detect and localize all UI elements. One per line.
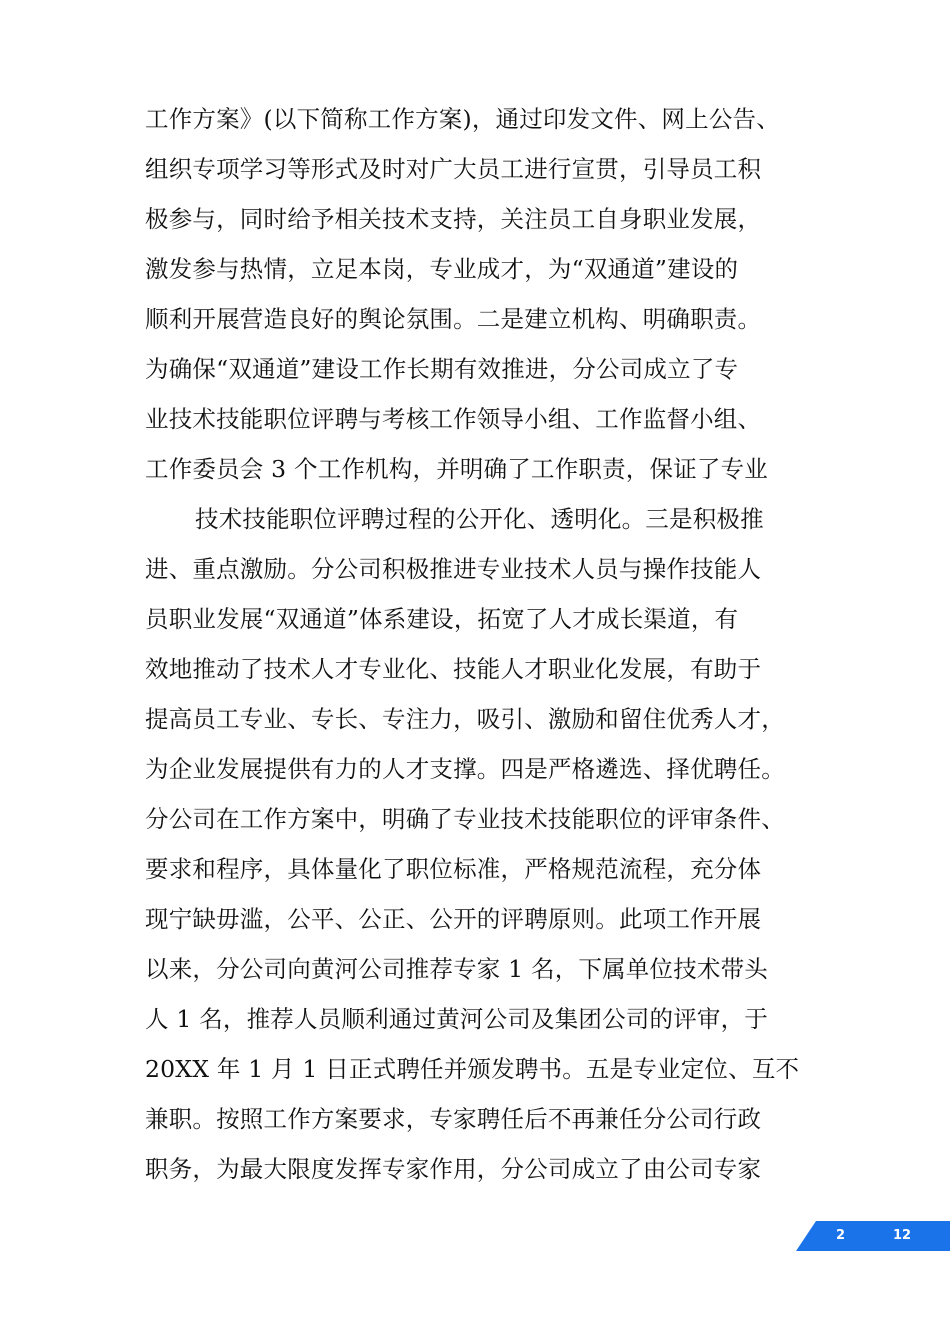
text-line: 工作委员会 3 个工作机构，并明确了工作职责，保证了专业 — [145, 455, 768, 483]
text-line-indented: 技术技能职位评聘过程的公开化、透明化。三是积极推 — [195, 505, 764, 533]
text-line: 提高员工专业、专长、专注力，吸引、激励和留住优秀人才， — [145, 705, 785, 733]
text-line: 工作方案》(以下简称工作方案)，通过印发文件、网上公告、 — [145, 105, 780, 133]
text-line: 进、重点激励。分公司积极推进专业技术人员与操作技能人 — [145, 555, 762, 583]
text-line: 要求和程序，具体量化了职位标准，严格规范流程，充分体 — [145, 855, 762, 883]
text-line: 为企业发展提供有力的人才支撑。四是严格遴选、择优聘任。 — [145, 755, 785, 783]
current-page-number: 2 — [836, 1228, 846, 1243]
text-line: 组织专项学习等形式及时对广大员工进行宣贯，引导员工积 — [145, 155, 762, 183]
text-line: 以来，分公司向黄河公司推荐专家 1 名，下属单位技术带头 — [145, 955, 768, 983]
text-line: 20XX 年 1 月 1 日正式聘任并颁发聘书。五是专业定位、互不 — [145, 1055, 800, 1083]
text-line: 极参与，同时给予相关技术支持，关注员工自身职业发展， — [145, 205, 762, 233]
text-line: 职务，为最大限度发挥专家作用，分公司成立了由公司专家 — [145, 1155, 762, 1183]
page-footer — [0, 1221, 950, 1251]
footer-banner — [0, 1221, 950, 1251]
text-line: 业技术技能职位评聘与考核工作领导小组、工作监督小组、 — [145, 405, 762, 433]
text-line: 激发参与热情，立足本岗，专业成才，为“双通道”建设的 — [145, 255, 739, 283]
text-line: 现宁缺毋滥，公平、公正、公开的评聘原则。此项工作开展 — [145, 905, 762, 933]
body-text — [145, 94, 815, 1194]
text-line: 人 1 名，推荐人员顺利通过黄河公司及集团公司的评审，于 — [145, 1005, 768, 1033]
text-line: 分公司在工作方案中，明确了专业技术技能职位的评审条件、 — [145, 805, 785, 833]
text-line: 效地推动了技术人才专业化、技能人才职业化发展，有助于 — [145, 655, 762, 683]
text-line: 为确保“双通道”建设工作长期有效推进，分公司成立了专 — [145, 355, 739, 383]
total-page-count: 12 — [893, 1228, 912, 1243]
text-line: 员职业发展“双通道”体系建设，拓宽了人才成长渠道，有 — [145, 605, 739, 633]
text-line: 兼职。按照工作方案要求，专家聘任后不再兼任分公司行政 — [145, 1105, 762, 1133]
text-line: 顺利开展营造良好的舆论氛围。二是建立机构、明确职责。 — [145, 305, 762, 333]
